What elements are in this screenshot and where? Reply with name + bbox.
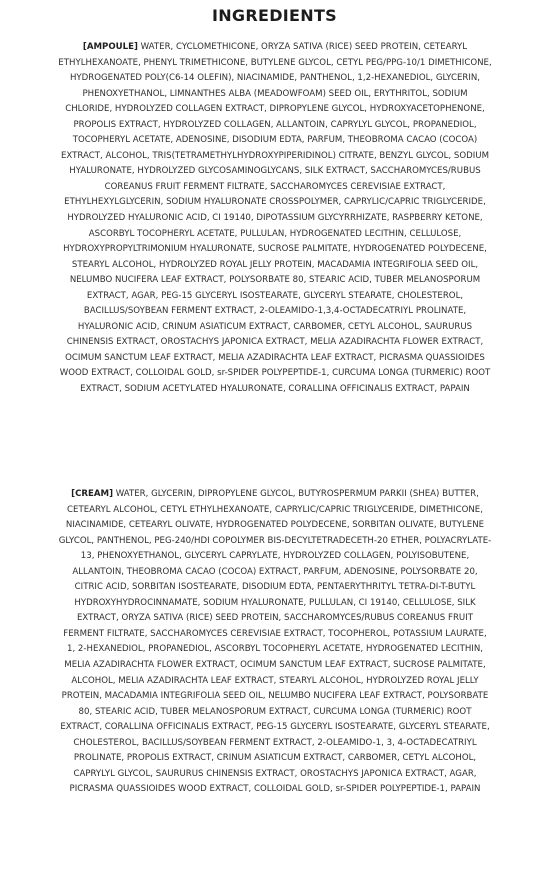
ampoule-ingredients-paragraph — [58, 40, 492, 398]
cream-ingredients-paragraph — [58, 487, 492, 798]
ampoule-ingredients-text: WATER, CYCLOMETHICONE, ORYZA SATIVA (RICE) SEED PROTEIN, CETEARYL ETHYLHEXANOATE, PHENYL TRIMETHICONE, BUTYLENE GLYCOL, CETYL PEG/PPG-10/1 DIMETHICONE, HYDROGENATED POLY(C6-14 OLEFIN), NIACINAMIDE, PANTHENOL, 1,2-HEXANEDIOL, GLYCERIN, PHENOXYETHANOL, LIMNANTHES ALBA (MEADOWFOAM) SEED OIL, ERYTHRITOL, SODIUM CHLORIDE, HYDROLYZED COLLAGEN EXTRACT, DIPROPYLENE GLYCOL, HYDROXYACETOPHENONE, PROPOLIS EXTRACT, HYDROLYZED COLLAGEN, ALLANTOIN, CAPRYLYL GLYCOL, PROPANEDIOL, TOCOPHERYL ACETATE, ADENOSINE, DISODIUM EDTA, PARFUM, THEOBROMA CACAO (COCOA) EXTRACT, ALCOHOL, TRIS(TETRAMETHYLHYDROXYPIPERIDINOL) CITRATE, BENZYL GLYCOL, SODIUM HYALURONATE, HYDROLYZED GLYCOSAMINOGLYCANS, SILK EXTRACT, SACCHAROMYCES/RUBUS COREANUS FRUIT FERMENT FILTRATE, SACCHAROMYCES CEREVISIAE EXTRACT, ETHYLHEXYLGLYCERIN, SODIUM HYALURONATE CROSSPOLYMER, CAPRYLIC/CAPRIC TRIGLYCERIDE, HYDROLYZED HYALURONIC ACID, CI 19140, DIPOTASSIUM GLYCYRRHIZATE, RASPBERRY KETONE, ASCORBYL TOCOPHERYL ACETATE, PULLULAN, HYDROGENATED LECITHIN, CELLULOSE, HYDROXYPROPYLTRIMONIUM HYALURONATE, SUCROSE PALMITATE, HYDROGENATED POLYDECENE, STEARYL ALCOHOL, HYDROLYZED ROYAL JELLY PROTEIN, MACADAMIA INTEGRIFOLIA SEED OIL, NELUMBO NUCIFERA LEAF EXTRACT, POLYSORBATE 80, STEARIC ACID, TUBER MELANOSPORUM EXTRACT, AGAR, PEG-15 GLYCERYL ISOSTEARATE, GLYCERYL STEARATE, CHOLESTEROL, BACILLUS/SOYBEAN FERMENT EXTRACT, 2-OLEAMIDO-1,3,4-OCTADECATRIYL PROLINATE, HYALURONIC ACID, CRINUM ASIATICUM EXTRACT, CARBOMER, CETYL ALCOHOL, SAURURUS CHINENSIS EXTRACT, OROSTACHYS JAPONICA EXTRACT, MELIA AZADIRACHTA FLOWER EXTRACT, OCIMUM SANCTUM LEAF EXTRACT, MELIA AZADIRACHTA LEAF EXTRACT, PICRASMA QUASSIOIDES WOOD EXTRACT, COLLOIDAL GOLD, sr-SPIDER POLYPEPTIDE-1, CURCUMA LONGA (TURMERIC) ROOT EXTRACT, SODIUM ACETYLATED HYALURONATE, CORALLINA OFFICINALIS EXTRACT, PAPAIN — [58, 42, 492, 395]
cream-ingredients-text: WATER, GLYCERIN, DIPROPYLENE GLYCOL, BUTYROSPERMUM PARKII (SHEA) BUTTER, CETEARYL ALCOHOL, CETYL ETHYLHEXANOATE, CAPRYLIC/CAPRIC TRIGLYCERIDE, DIMETHICONE, NIACINAMIDE, CETEARYL OLIVATE, HYDROGENATED POLYDECENE, SORBITAN OLIVATE, BUTYLENE GLYCOL, PANTHENOL, PEG-240/HDI COPOLYMER BIS-DECYLTETRADECETH-20 ETHER, POLYACRYLATE-13, PHENOXYETHANOL, GLYCERYL CAPRYLATE, HYDROLYZED COLLAGEN, POLYISOBUTENE, ALLANTOIN, THEOBROMA CACAO (COCOA) EXTRACT, PARFUM, ADENOSINE, POLYSORBATE 20, CITRIC ACID, SORBITAN ISOSTEARATE, DISODIUM EDTA, PENTAERYTHRITYL TETRA-DI-T-BUTYL HYDROXYHYDROCINNAMATE, SODIUM HYALURONATE, PULLULAN, CI 19140, CELLULOSE, SILK EXTRACT, ORYZA SATIVA (RICE) SEED PROTEIN, SACCHAROMYCES/RUBUS COREANUS FRUIT FERMENT FILTRATE, SACCHAROMYCES CEREVISIAE EXTRACT, TOCOPHEROL, POTASSIUM LAURATE, 1, 2-HEXANEDIOL, PROPANEDIOL, ASCORBYL TOCOPHERYL ACETATE, HYDROGENATED LECITHIN, MELIA AZADIRACHTA FLOWER EXTRACT, OCIMUM SANCTUM LEAF EXTRACT, SUCROSE PALMITATE, ALCOHOL, MELIA AZADIRACHTA LEAF EXTRACT, STEARYL ALCOHOL, HYDROLYZED ROYAL JELLY PROTEIN, MACADAMIA INTEGRIFOLIA SEED OIL, NELUMBO NUCIFERA LEAF EXTRACT, POLYSORBATE 80, STEARIC ACID, TUBER MELANOSPORUM EXTRACT, CURCUMA LONGA (TURMERIC) ROOT EXTRACT, CORALLINA OFFICINALIS EXTRACT, PEG-15 GLYCERYL ISOSTEARATE, GLYCERYL STEARATE, CHOLESTEROL, BACILLUS/SOYBEAN FERMENT EXTRACT, 2-OLEAMIDO-1, 3, 4-OCTADECATRIYL PROLINATE, PROPOLIS EXTRACT, CRINUM ASIATICUM EXTRACT, CARBOMER, CETYL ALCOHOL, CAPRYLYL GLYCOL, SAURURUS CHINENSIS EXTRACT, OROSTACHYS JAPONICA EXTRACT, AGAR, PICRASMA QUASSIOIDES WOOD EXTRACT, COLLOIDAL GOLD, sr-SPIDER POLYPEPTIDE-1, PAPAIN — [58, 489, 492, 795]
page-title: INGREDIENTS — [211, 6, 338, 25]
ampoule-label: [AMPOULE] — [82, 42, 138, 52]
cream-label: [CREAM] — [71, 489, 114, 499]
